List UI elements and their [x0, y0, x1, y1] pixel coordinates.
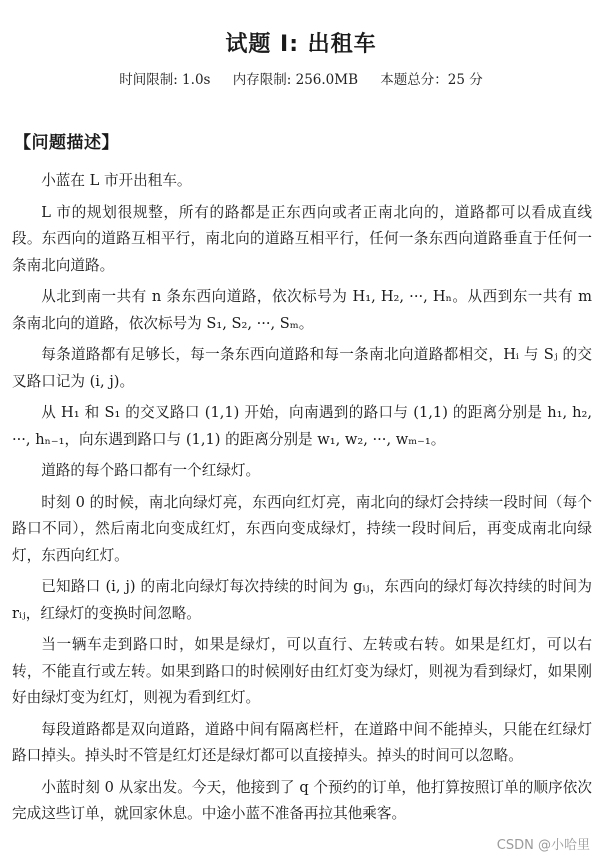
section-heading: 【问题描述】 — [14, 133, 119, 153]
memory-limit: 内存限制: 256.0MB — [232, 72, 358, 88]
paragraph: 已知路口 (i, j) 的南北向绿灯每次持续的时间为 gᵢⱼ，东西向的绿灯每次持续的时间为 rᵢⱼ，红绿灯的变换时间忽略。 — [12, 578, 592, 622]
paragraph: 从北到南一共有 n 条东西向道路，依次标号为 H₁, H₂, ···, Hₙ。从西到东一共有 m 条南北向的道路，依次标号为 S₁, S₂, ···, Sₘ。 — [12, 288, 592, 332]
paragraph: 小蓝在 L 市开出租车。 — [41, 172, 192, 189]
problem-title: 试题 I: 出租车 — [225, 32, 377, 57]
watermark: CSDN @小哈里 — [496, 838, 590, 853]
paragraph: 当一辆车走到路口时，如果是绿灯，可以直行、左转或右转。如果是红灯，可以右转，不能直行或左转。如果到路口的时候刚好由红灯变为绿灯，则视为看到绿灯，如果刚好由绿灯变为红灯，则视为看到红灯。 — [12, 636, 592, 706]
total-score: 本题总分：25 分 — [380, 72, 483, 88]
paragraph: 每条道路都有足够长，每一条东西向道路和每一条南北向道路都相交，Hᵢ 与 Sⱼ 的交叉路口记为 (i, j)。 — [12, 346, 592, 390]
problem-description — [12, 168, 592, 833]
problem-limits — [0, 70, 602, 90]
time-limit: 时间限制: 1.0s — [119, 72, 211, 88]
paragraph: 每段道路都是双向道路，道路中间有隔离栏杆，在道路中间不能掉头，只能在红绿灯路口掉头。掉头时不管是红灯还是绿灯都可以直接掉头。掉头的时间可以忽略。 — [12, 720, 592, 764]
paragraph: 道路的每个路口都有一个红绿灯。 — [41, 462, 261, 479]
paragraph: 小蓝时刻 0 从家出发。今天，他接到了 q 个预约的订单，他打算按照订单的顺序依次完成这些订单，就回家休息。中途小蓝不准备再拉其他乘客。 — [12, 778, 592, 822]
paragraph: L 市的规划很规整，所有的路都是正东西向或者正南北向的，道路都可以看成直线段。东西向的道路互相平行，南北向的道路互相平行，任何一条东西向道路垂直于任何一条南北向道路。 — [12, 203, 592, 274]
paragraph: 从 H₁ 和 S₁ 的交叉路口 (1,1) 开始，向南遇到的路口与 (1,1) 的距离分别是 h₁, h₂, ···, hₙ₋₁，向东遇到路口与 (1,1) 的距离分别是 w₁, w₂, ···, wₘ₋₁。 — [12, 404, 592, 448]
paragraph: 时刻 0 的时候，南北向绿灯亮，东西向红灯亮，南北向的绿灯会持续一段时间（每个路口不同），然后南北向变成红灯，东西向变成绿灯，持续一段时间后，再变成南北向绿灯，东西向红灯。 — [12, 493, 592, 564]
